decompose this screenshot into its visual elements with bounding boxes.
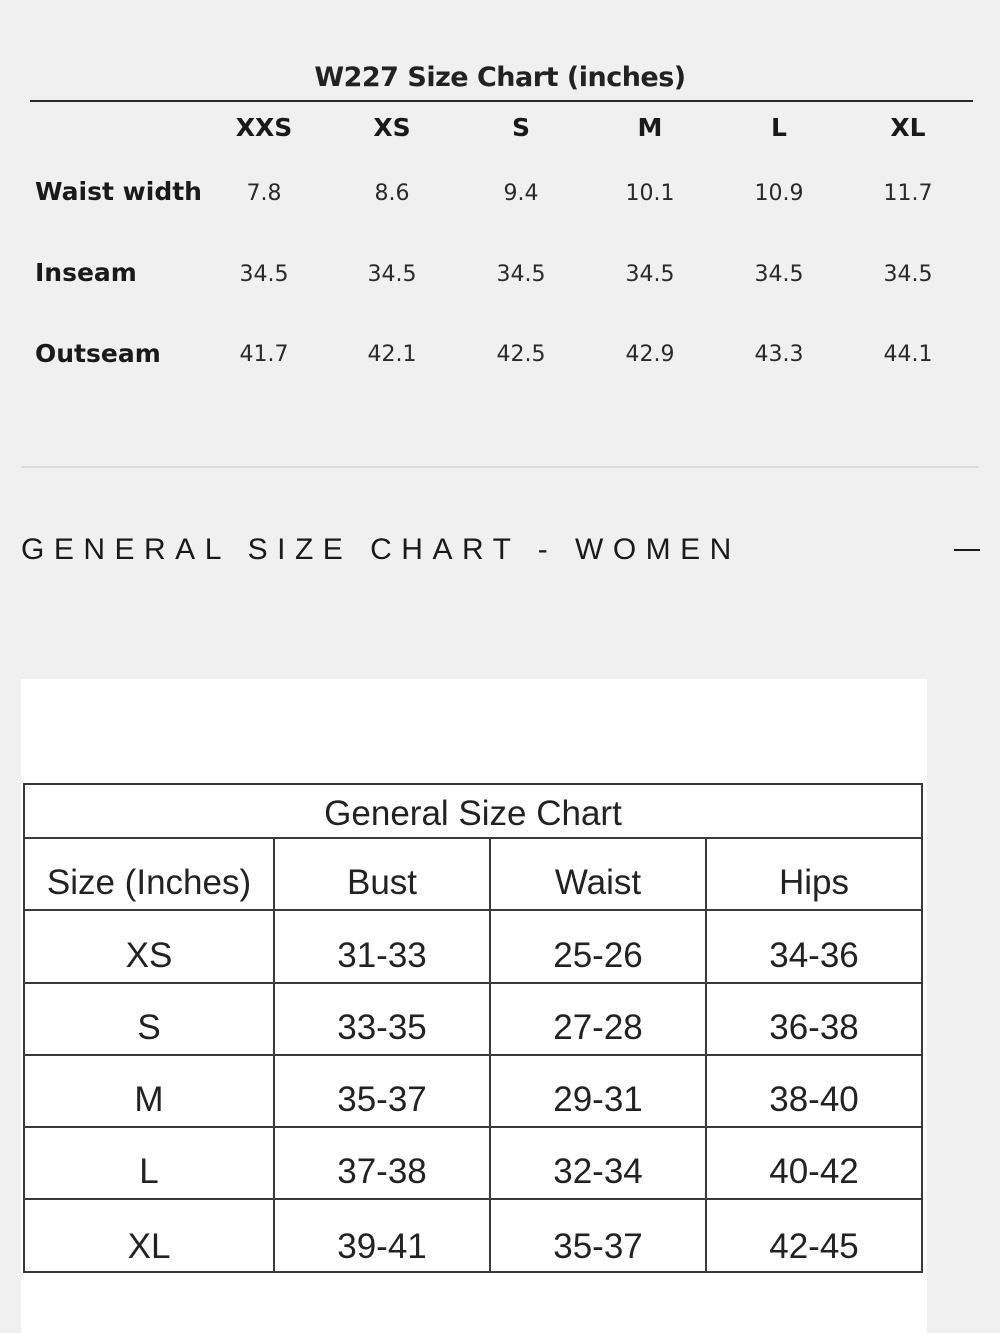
table-cell: 40-42: [707, 1128, 921, 1200]
w227-cell: 42.5: [496, 342, 546, 367]
w227-header-rule: [30, 100, 973, 102]
column-header-bust: Bust: [275, 839, 491, 911]
section-heading-general-size-chart[interactable]: GENERAL SIZE CHART - WOMEN: [21, 533, 741, 566]
w227-cell: 34.5: [754, 262, 804, 287]
w227-row-label-waist-width: Waist width: [35, 177, 202, 206]
w227-cell: 34.5: [883, 262, 933, 287]
section-divider: [21, 466, 979, 468]
minus-icon[interactable]: [954, 538, 980, 564]
w227-size-header-l: L: [771, 113, 787, 142]
column-header-hips: Hips: [707, 839, 921, 911]
w227-size-header-xs: XS: [373, 113, 411, 142]
w227-cell: 34.5: [239, 262, 289, 287]
w227-cell: 43.3: [754, 342, 804, 367]
table-cell: XL: [25, 1200, 275, 1272]
table-cell: 25-26: [491, 911, 707, 983]
table-cell: 35-37: [275, 1056, 491, 1128]
w227-cell: 44.1: [883, 342, 933, 367]
w227-size-header-m: M: [637, 113, 663, 142]
general-size-chart-table: [23, 783, 923, 1273]
w227-size-chart: [0, 0, 1000, 440]
table-cell: 39-41: [275, 1200, 491, 1272]
w227-cell: 34.5: [367, 262, 417, 287]
table-cell: XS: [25, 911, 275, 983]
minus-icon-bar: [954, 549, 980, 551]
column-header-waist: Waist: [491, 839, 707, 911]
w227-size-header-s: S: [511, 113, 530, 142]
table-cell: 37-38: [275, 1128, 491, 1200]
w227-cell: 42.1: [367, 342, 417, 367]
table-cell: 35-37: [491, 1200, 707, 1272]
general-size-chart-grid: [25, 839, 921, 1273]
table-cell: M: [25, 1056, 275, 1128]
w227-cell: 10.1: [625, 181, 675, 206]
w227-cell: 8.6: [374, 181, 410, 206]
w227-cell: 10.9: [754, 181, 804, 206]
w227-size-header-xxs: XXS: [235, 113, 293, 142]
w227-cell: 7.8: [246, 181, 282, 206]
w227-cell: 11.7: [883, 181, 933, 206]
table-cell: 34-36: [707, 911, 921, 983]
table-cell: 27-28: [491, 984, 707, 1056]
w227-cell: 9.4: [503, 181, 539, 206]
general-size-chart-title: General Size Chart: [25, 785, 921, 839]
table-cell: L: [25, 1128, 275, 1200]
table-cell: S: [25, 984, 275, 1056]
w227-cell: 41.7: [239, 342, 289, 367]
w227-row-label-inseam: Inseam: [35, 258, 137, 287]
w227-cell: 34.5: [496, 262, 546, 287]
w227-chart-title: W227 Size Chart (inches): [314, 62, 686, 93]
w227-size-header-xl: XL: [890, 113, 926, 142]
w227-cell: 34.5: [625, 262, 675, 287]
w227-cell: 42.9: [625, 342, 675, 367]
table-cell: 32-34: [491, 1128, 707, 1200]
w227-row-label-outseam: Outseam: [35, 339, 161, 368]
table-cell: 38-40: [707, 1056, 921, 1128]
table-cell: 29-31: [491, 1056, 707, 1128]
column-header-size: Size (Inches): [25, 839, 275, 911]
general-size-chart-image: [21, 679, 927, 1333]
table-cell: 31-33: [275, 911, 491, 983]
table-cell: 42-45: [769, 1226, 859, 1266]
table-cell: 33-35: [275, 984, 491, 1056]
table-cell: 36-38: [707, 984, 921, 1056]
